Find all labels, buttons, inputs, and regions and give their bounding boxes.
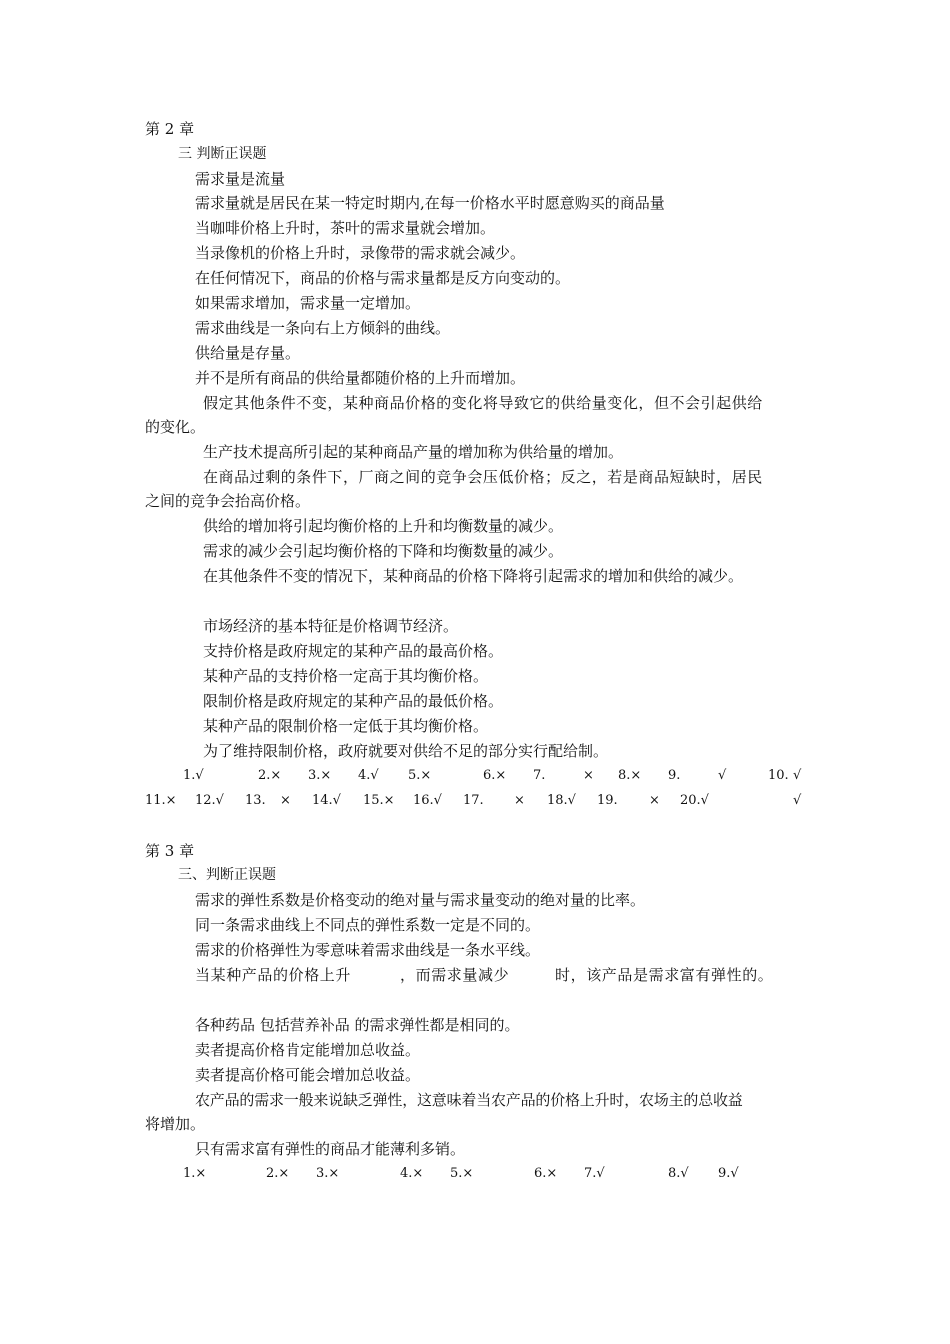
answer-mark: 7. bbox=[533, 768, 546, 783]
answer-mark: × bbox=[514, 793, 525, 808]
answer-mark: 5.× bbox=[450, 1166, 474, 1181]
ch2-item: 供给量是存量。 bbox=[195, 344, 301, 362]
ch3-item-continuation: 将增加。 bbox=[145, 1115, 206, 1133]
answer-mark: 18.√ bbox=[547, 793, 576, 808]
ch2-item: 如果需求增加，需求量一定增加。 bbox=[195, 294, 421, 312]
answer-mark: 20.√ bbox=[680, 793, 709, 808]
answer-mark: 8.√ bbox=[668, 1166, 689, 1181]
answer-mark: 4.√ bbox=[358, 768, 379, 783]
ch2-item: 假定其他条件不变，某种商品价格的变化将导致它的供给量变化，但不会引起供给 bbox=[203, 394, 763, 412]
answer-mark: 5.× bbox=[408, 768, 432, 783]
ch3-item: 当某种产品的价格上升 bbox=[195, 966, 352, 984]
ch3-item: 卖者提高价格肯定能增加总收益。 bbox=[195, 1041, 421, 1059]
ch3-item-fragment: ，而需求量减少 bbox=[400, 966, 510, 984]
ch2-item: 供给的增加将引起均衡价格的上升和均衡数量的减少。 bbox=[203, 517, 564, 535]
ch3-item: 只有需求富有弹性的商品才能薄利多销。 bbox=[195, 1140, 466, 1158]
answer-mark: 17. bbox=[463, 793, 484, 808]
ch3-item: 需求的弹性系数是价格变动的绝对量与需求量变动的绝对量的比率。 bbox=[195, 891, 646, 909]
answer-mark: 9.√ bbox=[718, 1166, 739, 1181]
answer-mark: 4.× bbox=[400, 1166, 424, 1181]
ch2-item: 某种产品的支持价格一定高于其均衡价格。 bbox=[203, 667, 489, 685]
answer-mark: √ bbox=[793, 768, 802, 783]
ch2-item: 某种产品的限制价格一定低于其均衡价格。 bbox=[203, 717, 489, 735]
answer-mark: 14.√ bbox=[312, 793, 341, 808]
chapter-3-title: 第 3 章 bbox=[145, 842, 195, 860]
answer-mark: 2.× bbox=[266, 1166, 290, 1181]
answer-mark: 16.√ bbox=[413, 793, 442, 808]
ch3-item: 同一条需求曲线上不同点的弹性系数一定是不同的。 bbox=[195, 916, 541, 934]
answer-mark: 8.× bbox=[618, 768, 642, 783]
answer-mark: 15.× bbox=[363, 793, 395, 808]
ch2-item: 需求量就是居民在某一特定时期内,在每一价格水平时愿意购买的商品量 bbox=[195, 194, 665, 212]
ch2-item: 在其他条件不变的情况下，某种商品的价格下降将引起需求的增加和供给的减少。 bbox=[203, 567, 744, 585]
answer-mark: 19. bbox=[597, 793, 618, 808]
ch3-item: 卖者提高价格可能会增加总收益。 bbox=[195, 1066, 421, 1084]
answer-mark: 2.× bbox=[258, 768, 282, 783]
ch2-item: 需求曲线是一条向右上方倾斜的曲线。 bbox=[195, 319, 451, 337]
ch2-item-continuation: 的变化。 bbox=[145, 418, 206, 436]
answer-mark: 12.√ bbox=[195, 793, 224, 808]
ch2-item: 支持价格是政府规定的某种产品的最高价格。 bbox=[203, 642, 504, 660]
answer-mark: 7.√ bbox=[584, 1166, 605, 1181]
answer-mark: 13. bbox=[245, 793, 266, 808]
answer-mark: × bbox=[583, 768, 594, 783]
ch3-item: 农产品的需求一般来说缺乏弹性，这意味着当农产品的价格上升时，农场主的总收益 bbox=[195, 1091, 743, 1109]
answer-mark: 9. bbox=[668, 768, 681, 783]
answer-mark: 3.× bbox=[316, 1166, 340, 1181]
ch2-item: 并不是所有商品的供给量都随价格的上升而增加。 bbox=[195, 369, 526, 387]
ch2-item: 市场经济的基本特征是价格调节经济。 bbox=[203, 617, 459, 635]
chapter-2-title: 第 2 章 bbox=[145, 120, 195, 138]
answer-mark: × bbox=[649, 793, 660, 808]
ch2-item-continuation: 之间的竞争会抬高价格。 bbox=[145, 492, 311, 510]
ch3-item-fragment: 时，该产品是需求富有弹性的。 bbox=[555, 966, 774, 984]
ch2-item: 在任何情况下，商品的价格与需求量都是反方向变动的。 bbox=[195, 269, 571, 287]
ch2-item: 为了维持限制价格，政府就要对供给不足的部分实行配给制。 bbox=[203, 742, 609, 760]
ch2-item: 生产技术提高所引起的某种商品产量的增加称为供给量的增加。 bbox=[203, 443, 624, 461]
ch2-item: 当咖啡价格上升时，茶叶的需求量就会增加。 bbox=[195, 219, 496, 237]
answer-mark: 6.× bbox=[534, 1166, 558, 1181]
ch2-item: 需求量是流量 bbox=[195, 170, 286, 188]
answer-mark: × bbox=[280, 793, 291, 808]
ch2-item: 限制价格是政府规定的某种产品的最低价格。 bbox=[203, 692, 504, 710]
chapter-2-section-heading: 三 判断正误题 bbox=[178, 146, 267, 162]
chapter-3-section-heading: 三、判断正误题 bbox=[178, 867, 276, 883]
answer-mark: √ bbox=[718, 768, 727, 783]
ch2-item: 当录像机的价格上升时，录像带的需求就会减少。 bbox=[195, 244, 526, 262]
answer-mark: 10. bbox=[768, 768, 789, 783]
answer-mark: 1.√ bbox=[183, 768, 204, 783]
answer-mark: √ bbox=[793, 793, 802, 808]
answer-mark: 6.× bbox=[483, 768, 507, 783]
ch3-item: 需求的价格弹性为零意味着需求曲线是一条水平线。 bbox=[195, 941, 541, 959]
answer-mark: 3.× bbox=[308, 768, 332, 783]
ch2-item: 在商品过剩的条件下，厂商之间的竞争会压低价格；反之，若是商品短缺时，居民 bbox=[203, 468, 763, 486]
answer-mark: 11.× bbox=[145, 793, 177, 808]
answer-mark: 1.× bbox=[183, 1166, 207, 1181]
ch3-item: 各种药品 包括营养补品 的需求弹性都是相同的。 bbox=[195, 1016, 520, 1034]
ch2-item: 需求的减少会引起均衡价格的下降和均衡数量的减少。 bbox=[203, 542, 564, 560]
